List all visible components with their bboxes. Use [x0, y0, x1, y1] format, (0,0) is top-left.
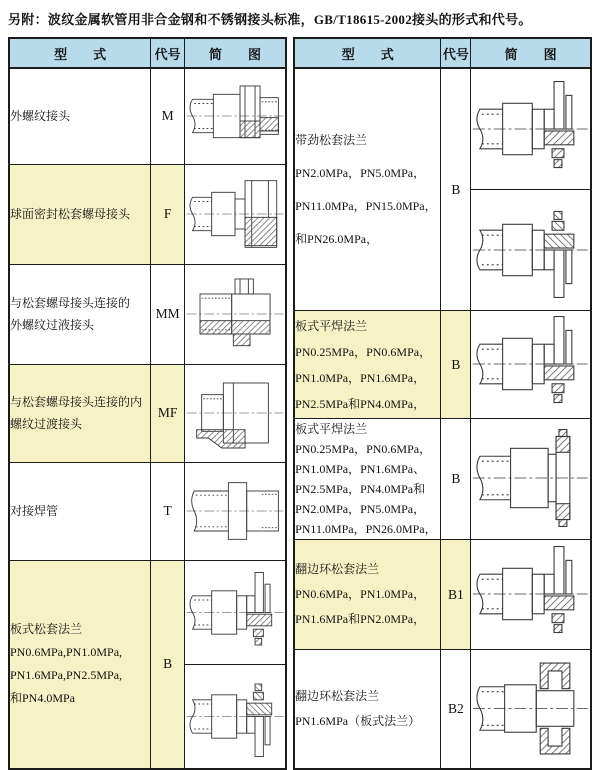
- type-cell: [294, 419, 441, 540]
- page-title: 另附：波纹金属软管用非合金钢和不锈钢接头标准，GB/T18615-2002接头的形式和代号。: [8, 12, 532, 27]
- type-cell: [9, 264, 151, 364]
- header-row: [9, 38, 286, 68]
- code-cell: B1: [441, 540, 471, 650]
- type-text-line: PN1.6MPa,PN2.5MPa,: [10, 668, 123, 682]
- type-cell: [294, 540, 441, 650]
- type-text-line: PN1.0MPa，PN1.6MPa，: [295, 370, 426, 385]
- diagram-cell: [185, 164, 287, 264]
- table-row: [9, 164, 286, 264]
- type-text-line: PN11.0MPa，PN15.0MPa，: [295, 198, 437, 213]
- diagram-cell: [471, 68, 591, 311]
- type-text-line: PN1.6MPa和PN2.0MPa，: [295, 612, 426, 626]
- type-text-line: 和PN4.0MPa: [10, 691, 76, 705]
- type-cell: [294, 68, 441, 311]
- type-text-line: 外螺纹过液接头: [10, 318, 95, 332]
- type-text-line: PN0.25MPa，PN0.6MPa，: [295, 442, 432, 456]
- neck-flange-up-icon: [471, 69, 590, 189]
- diagram-cell: [471, 311, 591, 419]
- diagram-pane: [185, 561, 285, 664]
- type-cell: [294, 311, 441, 419]
- type-text-line: 螺纹过渡接头: [10, 417, 83, 431]
- type-cell: [9, 462, 151, 560]
- header-diagram: 简 图: [471, 38, 591, 68]
- type-text-line: 带劲松套法兰: [295, 132, 368, 147]
- code-cell: T: [151, 462, 185, 560]
- flared-flange-icon: [471, 540, 590, 648]
- table-row: [9, 364, 286, 462]
- type-text-line: 板式平焊法兰: [295, 318, 368, 333]
- diagram-pane: [185, 664, 285, 768]
- diagram-cell: [185, 264, 287, 364]
- code-cell: B: [441, 311, 471, 419]
- weld-flange-sym-icon: [471, 419, 590, 537]
- male-thread-joint-icon: [185, 69, 285, 163]
- code-cell: MM: [151, 264, 185, 364]
- code-cell: B2: [441, 650, 471, 769]
- type-text-line: 板式松套法兰: [10, 622, 83, 636]
- code-cell: F: [151, 164, 185, 264]
- plate-flange-down-icon: [185, 665, 285, 768]
- diagram-cell: [185, 364, 287, 462]
- tables-container: [8, 37, 592, 770]
- code-cell: M: [151, 68, 185, 164]
- code-cell: B: [151, 560, 185, 769]
- table-row: [294, 540, 591, 650]
- type-cell: [9, 164, 151, 264]
- plate-flange-up-icon: [185, 561, 285, 664]
- diagram-pane: [471, 650, 590, 767]
- type-cell: [294, 650, 441, 769]
- type-text-line: 板式平焊法兰: [295, 422, 368, 436]
- type-text-line: 对接焊管: [10, 503, 59, 518]
- female-nipple-icon: [185, 365, 285, 461]
- type-text-line: 翻边环松套法兰: [295, 562, 380, 576]
- diagram-cell: [185, 560, 287, 769]
- joint-table-left: [8, 37, 287, 770]
- table-row: [294, 311, 591, 419]
- weld-flange-icon: [471, 311, 590, 417]
- diagram-pane: [185, 365, 285, 461]
- diagram-pane: [185, 463, 285, 559]
- header-diagram: 简 图: [185, 38, 287, 68]
- diagram-cell: [185, 462, 287, 560]
- type-text-line: 与松套螺母接头连接的: [10, 296, 131, 310]
- male-nipple-icon: [185, 265, 285, 363]
- type-text-line: 与松套螺母接头连接的内: [10, 395, 143, 409]
- swivel-nut-joint-icon: [185, 165, 285, 263]
- table-row: [294, 419, 591, 540]
- diagram-cell: [471, 650, 591, 769]
- neck-flange-down-icon: [471, 190, 590, 310]
- table-row: [9, 264, 286, 364]
- type-text-line: 翻边环松套法兰: [295, 688, 380, 703]
- type-text-line: PN2.0MPa，PN5.0MPa，: [295, 502, 426, 516]
- diagram-pane: [471, 69, 590, 189]
- type-text-line: PN0.6MPa，PN1.0MPa，: [295, 587, 426, 601]
- diagram-cell: [471, 419, 591, 540]
- table-row: [9, 560, 286, 769]
- type-text-line: PN0.6MPa,PN1.0MPa,: [10, 645, 123, 659]
- type-text-line: 外螺纹接头: [10, 108, 71, 123]
- header-code: 代号: [441, 38, 471, 68]
- type-text-line: PN2.5MPa和PN4.0MPa，: [295, 396, 426, 411]
- table-row: [9, 462, 286, 560]
- header-type: 型 式: [9, 38, 151, 68]
- type-text-line: PN2.0MPa，PN5.0MPa，: [295, 165, 426, 180]
- diagram-cell: [471, 540, 591, 650]
- type-text-line: PN0.25MPa，PN0.6MPa，: [295, 344, 432, 359]
- type-text-line: 和PN26.0MPa，: [295, 231, 379, 246]
- flared-loose-flange-icon: [471, 650, 590, 767]
- diagram-pane: [471, 311, 590, 417]
- type-cell: [9, 364, 151, 462]
- code-cell: B: [441, 68, 471, 311]
- type-text-line: PN1.0MPa，PN1.6MPa、: [295, 462, 426, 476]
- diagram-pane: [185, 265, 285, 363]
- header-row: [294, 38, 591, 68]
- diagram-cell: [185, 68, 287, 164]
- table-row: [294, 68, 591, 311]
- diagram-pane: [471, 540, 590, 648]
- code-cell: MF: [151, 364, 185, 462]
- header-code: 代号: [151, 38, 185, 68]
- table-row: [9, 68, 286, 164]
- diagram-pane: [471, 189, 590, 310]
- table-row: [294, 650, 591, 769]
- diagram-pane: [185, 165, 285, 263]
- type-cell: [9, 68, 151, 164]
- type-cell: [9, 560, 151, 769]
- type-text-line: PN11.0MPa，PN26.0MPa，: [295, 522, 437, 536]
- butt-weld-pipe-icon: [185, 463, 285, 559]
- type-text-line: PN1.6MPa（板式法兰）: [295, 713, 421, 728]
- type-text-line: PN2.5MPa，PN4.0MPa和: [295, 482, 426, 496]
- code-cell: B: [441, 419, 471, 540]
- header-type: 型 式: [294, 38, 441, 68]
- diagram-pane: [471, 419, 590, 537]
- joint-table-right: [293, 37, 592, 770]
- type-text-line: 球面密封松套螺母接头: [10, 206, 131, 221]
- diagram-pane: [185, 69, 285, 163]
